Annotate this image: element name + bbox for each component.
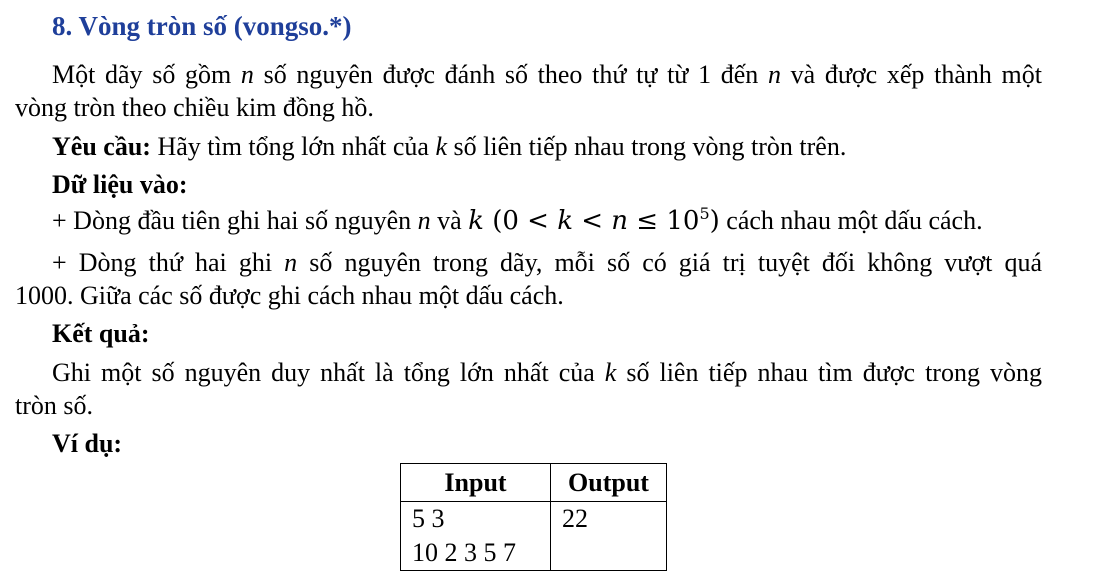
example-input-cell — [401, 502, 551, 571]
intro-line-2: vòng tròn theo chiều kim đồng hồ. — [15, 93, 374, 122]
example-table-row — [401, 502, 667, 571]
output-label: Kết quả: — [52, 319, 150, 348]
input-label: Dữ liệu vào: — [52, 170, 188, 199]
input-line-1: + Dòng đầu tiên ghi hai số nguyên n và k $(0 < k < n \le 10^5)$ cách nhau một dấu cách. — [52, 204, 983, 236]
header-output: Output — [551, 464, 667, 502]
example-table — [400, 463, 667, 571]
header-input: Input — [401, 464, 551, 502]
input-line-2: + Dòng thứ hai ghi n số nguyên trong dãy, mỗi số có giá trị tuyệt đối không vượt quá — [52, 248, 1042, 277]
example-label: Ví dụ: — [52, 429, 123, 458]
example-table-header-row — [401, 464, 667, 502]
example-output-line: 22 — [562, 504, 588, 533]
requirement-line: Yêu cầu: Hãy tìm tổng lớn nhất của k số liên tiếp nhau trong vòng tròn trên. — [52, 132, 847, 161]
output-line-2: tròn số. — [15, 391, 93, 420]
example-output-cell — [551, 502, 667, 571]
section-heading: 8. Vòng tròn số (vongso.*) — [52, 11, 352, 41]
intro-line-1: Một dãy số gồm n số nguyên được đánh số theo thứ tự từ 1 đến n và được xếp thành một — [52, 60, 1042, 89]
requirement-label: Yêu cầu: — [52, 132, 151, 161]
output-line-1: Ghi một số nguyên duy nhất là tổng lớn nhất của k số liên tiếp nhau tìm được trong vòng — [52, 358, 1042, 387]
example-input-line: 5 3 — [412, 504, 445, 533]
example-input-line: 10 2 3 5 7 — [412, 538, 516, 567]
input-line-3: 1000. Giữa các số được ghi cách nhau một dấu cách. — [15, 281, 564, 310]
